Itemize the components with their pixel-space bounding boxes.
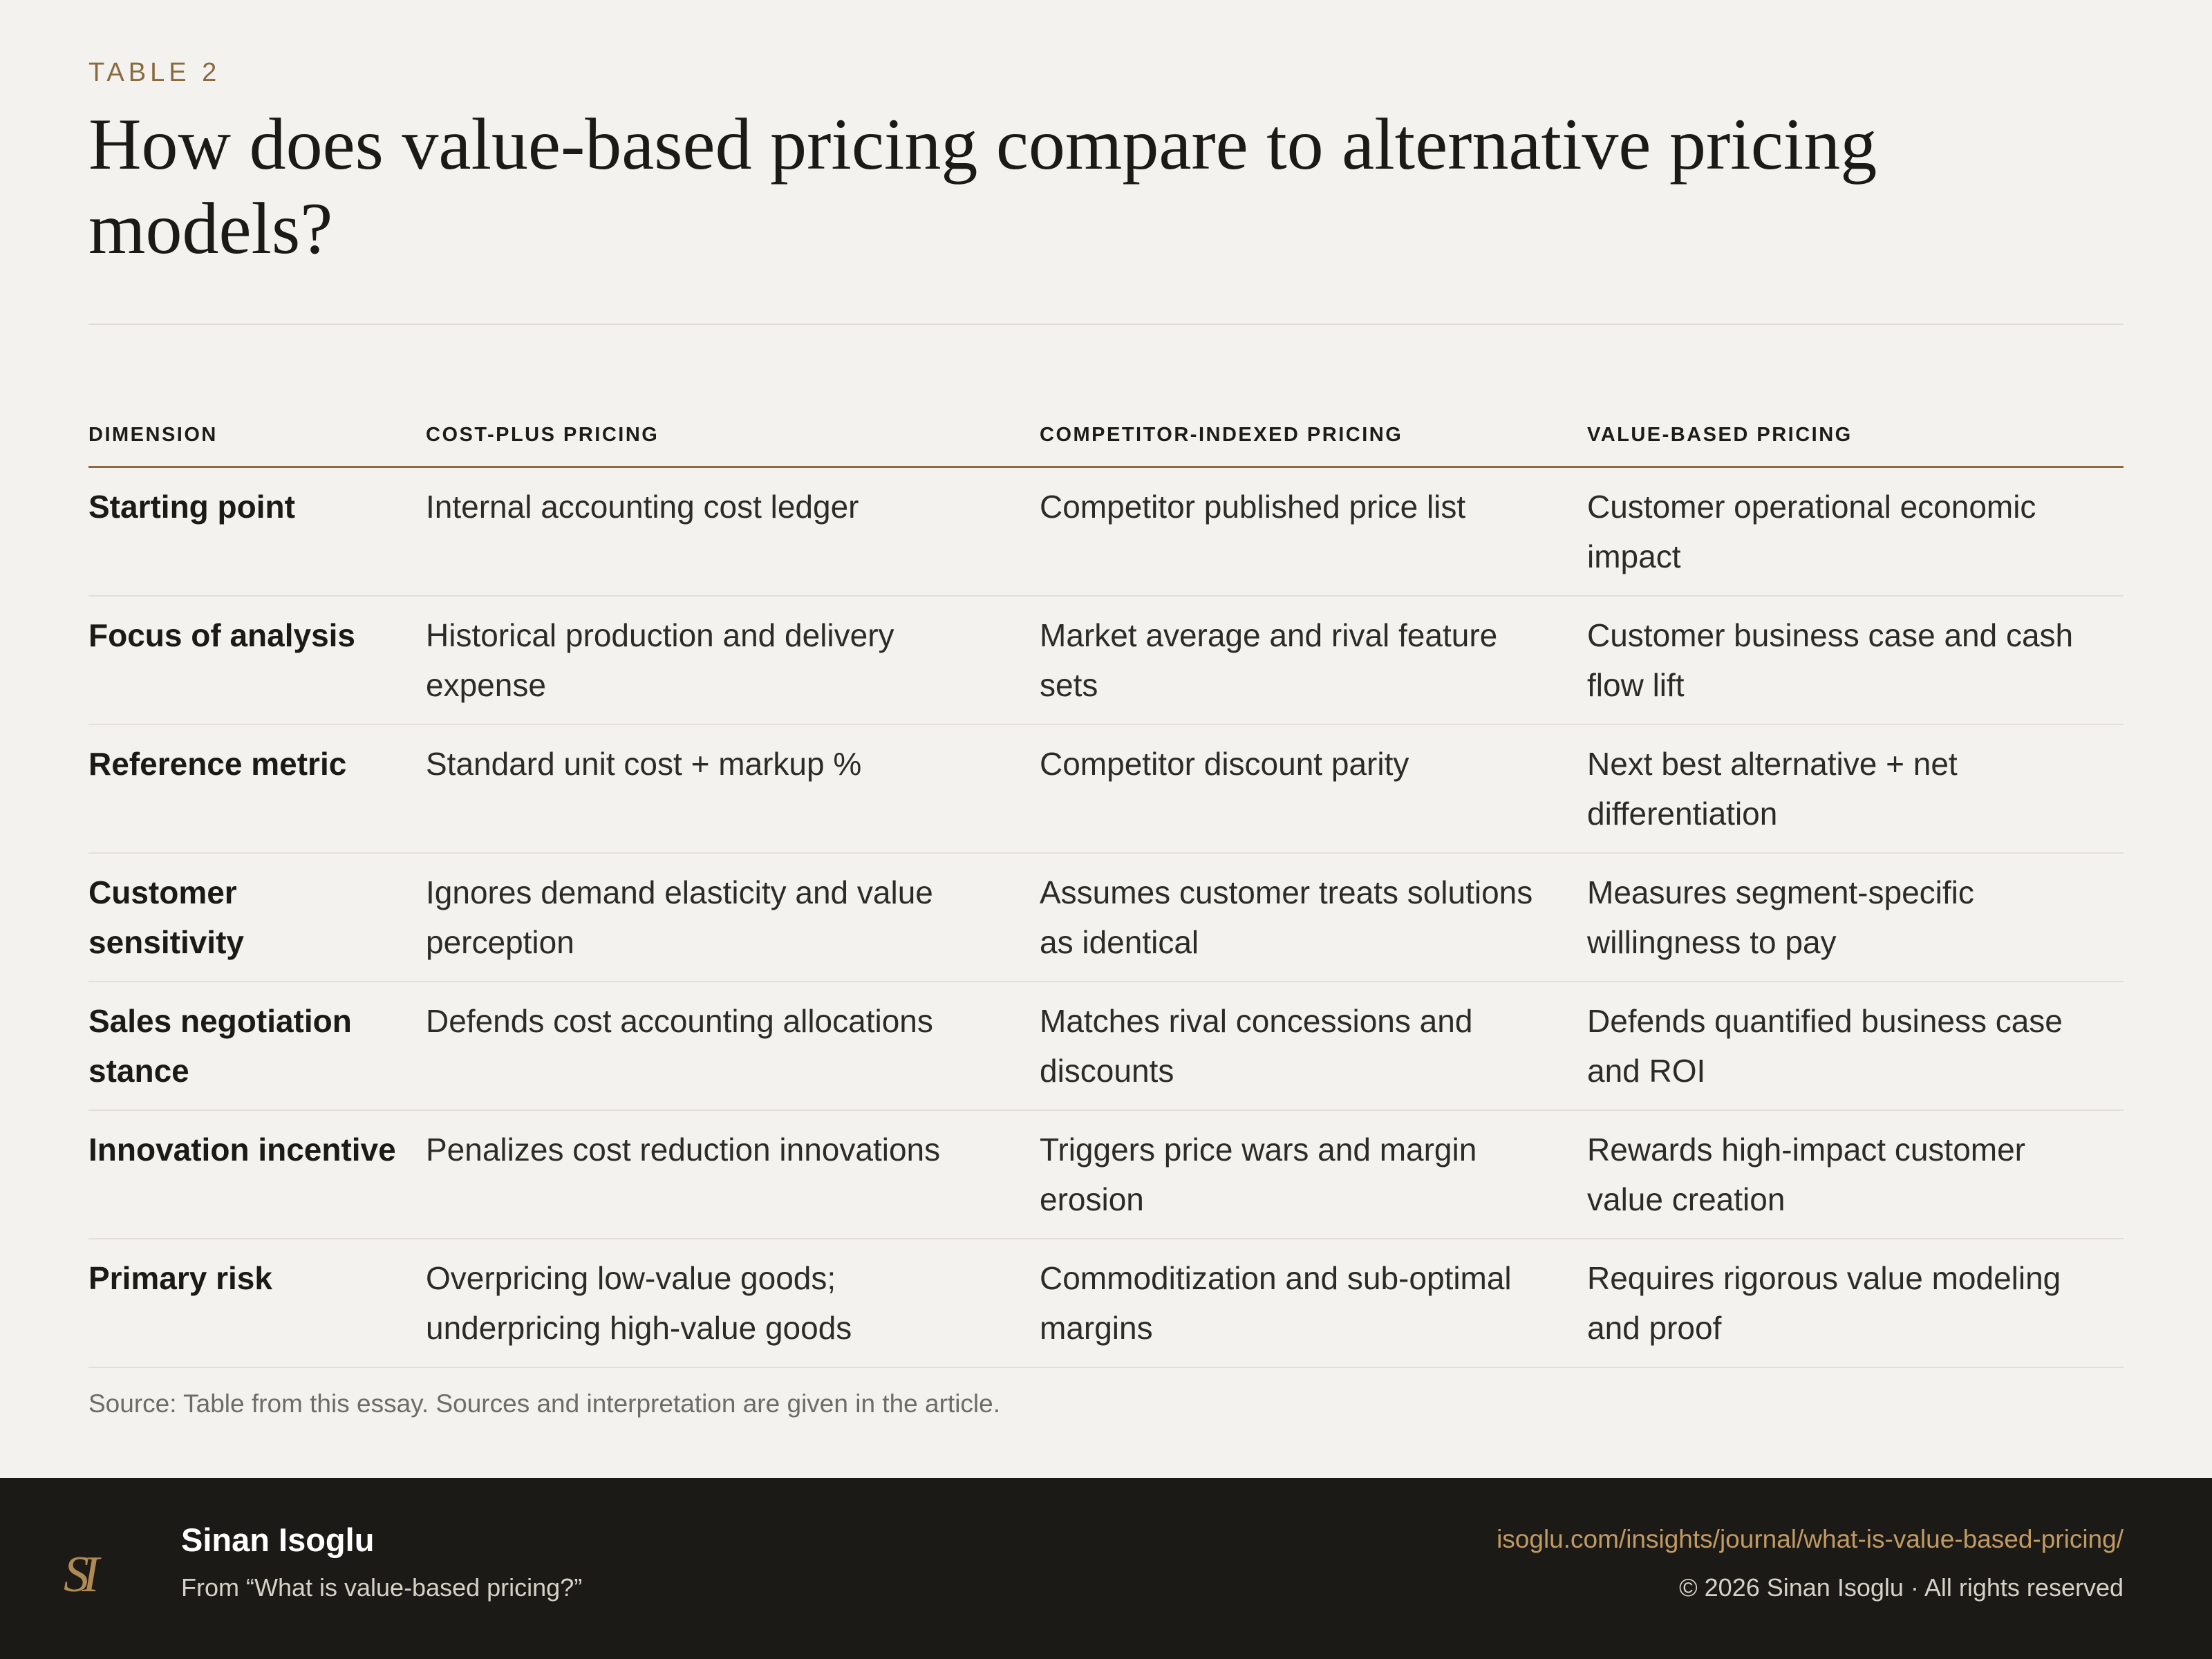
column-header-competitor-indexed: COMPETITOR-INDEXED PRICING: [1040, 412, 1587, 467]
cell-competitor-indexed: Commoditization and sub-optimal margins: [1040, 1239, 1587, 1367]
cell-competitor-indexed: Triggers price wars and margin erosion: [1040, 1110, 1587, 1239]
cell-cost-plus: Ignores demand elasticity and value perception: [426, 853, 1040, 982]
cell-competitor-indexed: Matches rival concessions and discounts: [1040, 982, 1587, 1110]
copyright-notice: © 2026 Sinan Isoglu · All rights reserved: [1679, 1573, 2124, 1602]
cell-cost-plus: Historical production and delivery expense: [426, 596, 1040, 724]
table-row: [88, 596, 2124, 724]
table-row: [88, 1110, 2124, 1239]
cell-cost-plus: Defends cost accounting allocations: [426, 982, 1040, 1110]
table-label: TABLE 2: [88, 58, 221, 87]
row-dimension: Sales negotiation stance: [88, 982, 426, 1110]
monogram-logo: SI: [64, 1546, 93, 1603]
table-row: [88, 853, 2124, 982]
row-dimension: Reference metric: [88, 724, 426, 853]
divider: [88, 324, 2124, 325]
column-header-cost-plus: COST-PLUS PRICING: [426, 412, 1040, 467]
row-dimension: Innovation incentive: [88, 1110, 426, 1239]
row-dimension: Customer sensitivity: [88, 853, 426, 982]
cell-cost-plus: Overpricing low-value goods; underpricing high-value goods: [426, 1239, 1040, 1367]
article-url-link[interactable]: isoglu.com/insights/journal/what-is-value-based-pricing/: [1497, 1525, 2124, 1553]
cell-value-based: Rewards high-impact customer value creation: [1587, 1110, 2124, 1239]
row-dimension: Primary risk: [88, 1239, 426, 1367]
cell-competitor-indexed: Assumes customer treats solutions as identical: [1040, 853, 1587, 982]
cell-competitor-indexed: Competitor published price list: [1040, 467, 1587, 597]
table-row: [88, 982, 2124, 1110]
article-reference: From “What is value-based pricing?”: [181, 1573, 583, 1602]
row-dimension: Focus of analysis: [88, 596, 426, 724]
author-name: Sinan Isoglu: [181, 1521, 375, 1558]
cell-value-based: Customer business case and cash flow lift: [1587, 596, 2124, 724]
cell-value-based: Measures segment-specific willingness to pay: [1587, 853, 2124, 982]
table-row: [88, 467, 2124, 597]
row-dimension: Starting point: [88, 467, 426, 597]
footer: [0, 1478, 2212, 1659]
page-title: How does value-based pricing compare to alternative pricing models?: [88, 104, 1877, 269]
cell-cost-plus: Standard unit cost + markup %: [426, 724, 1040, 853]
cell-cost-plus: Internal accounting cost ledger: [426, 467, 1040, 597]
cell-cost-plus: Penalizes cost reduction innovations: [426, 1110, 1040, 1239]
comparison-table: [88, 412, 2124, 1368]
table-row: [88, 724, 2124, 853]
cell-competitor-indexed: Competitor discount parity: [1040, 724, 1587, 853]
table-row: [88, 1239, 2124, 1367]
source-note: Source: Table from this essay. Sources and interpretation are given in the article.: [88, 1389, 1000, 1418]
cell-value-based: Requires rigorous value modeling and proof: [1587, 1239, 2124, 1367]
column-header-dimension: DIMENSION: [88, 412, 426, 467]
cell-value-based: Defends quantified business case and ROI: [1587, 982, 2124, 1110]
cell-value-based: Customer operational economic impact: [1587, 467, 2124, 597]
cell-value-based: Next best alternative + net differentiation: [1587, 724, 2124, 853]
table-header-row: [88, 412, 2124, 467]
cell-competitor-indexed: Market average and rival feature sets: [1040, 596, 1587, 724]
column-header-value-based: VALUE-BASED PRICING: [1587, 412, 2124, 467]
